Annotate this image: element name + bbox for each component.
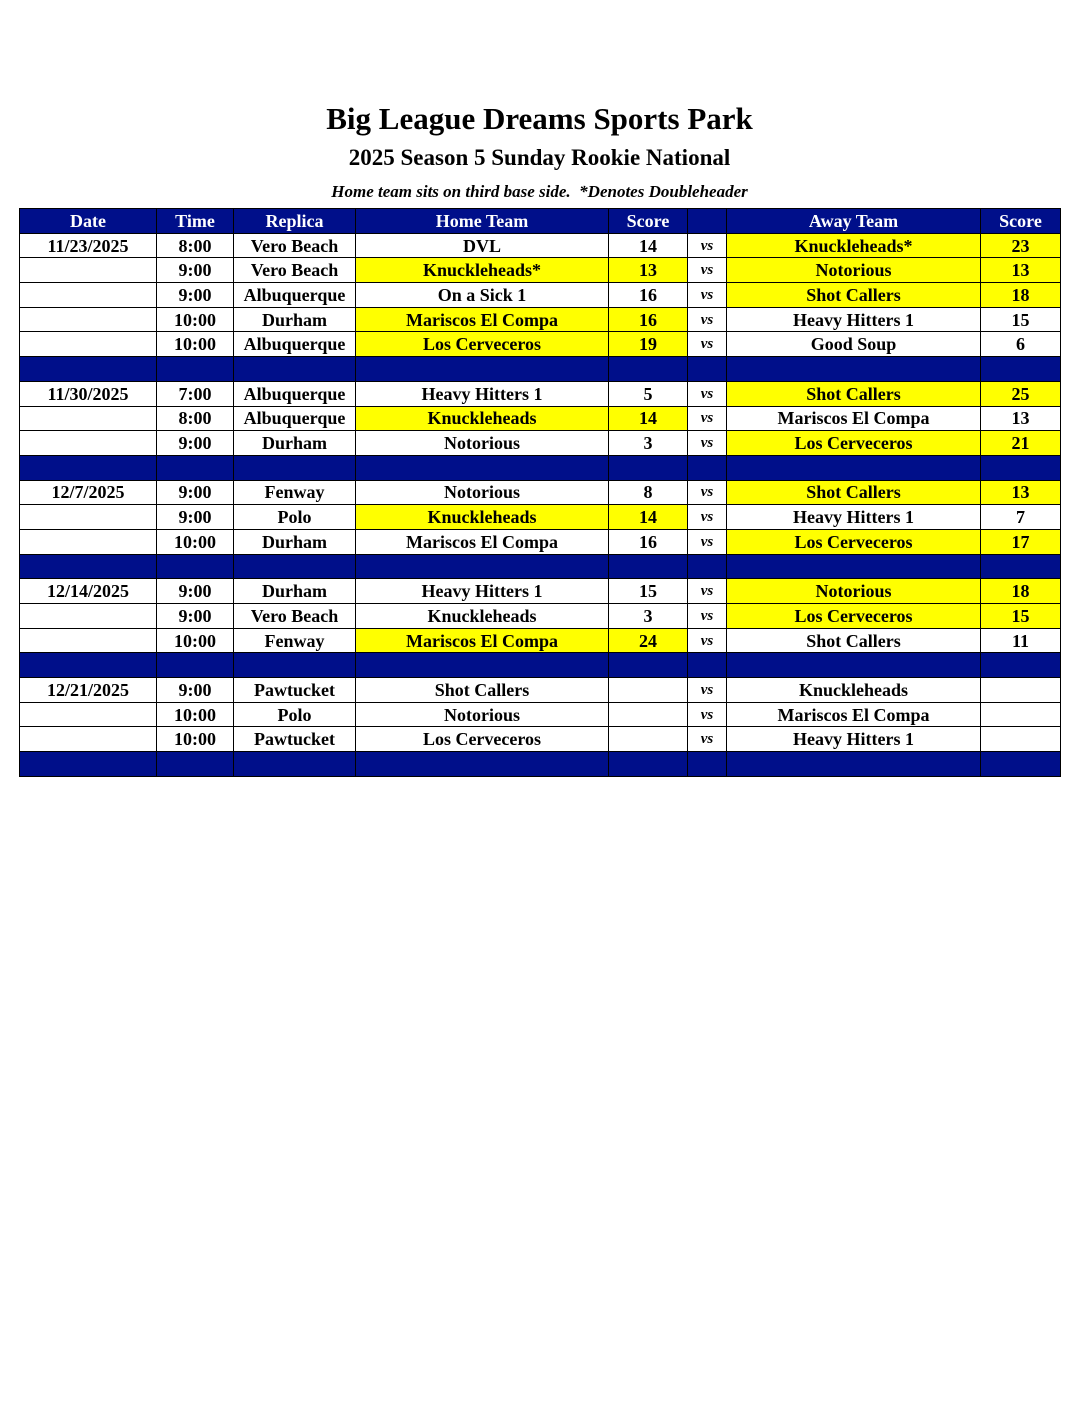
date-cell — [20, 431, 157, 456]
away-team-cell: Los Cerveceros — [727, 604, 981, 629]
time-cell: 10:00 — [157, 727, 234, 752]
spacer-cell — [609, 554, 688, 579]
col-header-home-score: Score — [609, 209, 688, 234]
date-cell: 11/30/2025 — [20, 381, 157, 406]
away-team-cell: Los Cerveceros — [727, 431, 981, 456]
spacer-cell — [157, 752, 234, 777]
game-row — [20, 381, 1061, 406]
game-row — [20, 431, 1061, 456]
spacer-cell — [20, 653, 157, 678]
date-cell — [20, 529, 157, 554]
replica-cell: Polo — [234, 702, 356, 727]
replica-cell: Pawtucket — [234, 727, 356, 752]
game-row — [20, 480, 1061, 505]
away-team-cell: Shot Callers — [727, 381, 981, 406]
spacer-row — [20, 752, 1061, 777]
home-score-cell: 14 — [609, 505, 688, 530]
spacer-cell — [688, 455, 727, 480]
home-team-cell: Mariscos El Compa — [356, 307, 609, 332]
spacer-row — [20, 455, 1061, 480]
col-header-away-team: Away Team — [727, 209, 981, 234]
time-cell: 8:00 — [157, 233, 234, 258]
spacer-cell — [157, 455, 234, 480]
col-header-home-team: Home Team — [356, 209, 609, 234]
spacer-cell — [727, 455, 981, 480]
away-team-cell: Mariscos El Compa — [727, 702, 981, 727]
away-score-cell: 11 — [981, 628, 1061, 653]
spacer-cell — [234, 455, 356, 480]
replica-cell: Durham — [234, 579, 356, 604]
home-team-cell: Mariscos El Compa — [356, 529, 609, 554]
game-row — [20, 233, 1061, 258]
away-score-cell: 13 — [981, 258, 1061, 283]
replica-cell: Vero Beach — [234, 258, 356, 283]
home-score-cell: 16 — [609, 307, 688, 332]
home-score-cell: 16 — [609, 529, 688, 554]
date-cell: 12/21/2025 — [20, 678, 157, 703]
home-score-cell: 19 — [609, 332, 688, 357]
schedule-note: Home team sits on third base side. *Denotes Doubleheader — [331, 182, 748, 201]
vs-cell: vs — [688, 283, 727, 308]
replica-cell: Albuquerque — [234, 283, 356, 308]
game-row — [20, 283, 1061, 308]
vs-cell: vs — [688, 628, 727, 653]
away-score-cell: 18 — [981, 579, 1061, 604]
replica-cell: Durham — [234, 529, 356, 554]
away-score-cell — [981, 702, 1061, 727]
replica-cell: Polo — [234, 505, 356, 530]
spacer-cell — [727, 752, 981, 777]
vs-cell: vs — [688, 727, 727, 752]
vs-cell: vs — [688, 307, 727, 332]
spacer-cell — [688, 554, 727, 579]
home-score-cell: 14 — [609, 406, 688, 431]
time-cell: 9:00 — [157, 604, 234, 629]
time-cell: 9:00 — [157, 431, 234, 456]
time-cell: 9:00 — [157, 283, 234, 308]
home-score-cell: 16 — [609, 283, 688, 308]
home-score-cell — [609, 702, 688, 727]
spacer-cell — [727, 653, 981, 678]
away-score-cell — [981, 727, 1061, 752]
spacer-cell — [727, 357, 981, 382]
spacer-cell — [356, 455, 609, 480]
time-cell: 7:00 — [157, 381, 234, 406]
away-score-cell: 13 — [981, 480, 1061, 505]
date-cell — [20, 604, 157, 629]
spacer-cell — [981, 554, 1061, 579]
spacer-cell — [356, 357, 609, 382]
away-team-cell: Notorious — [727, 258, 981, 283]
away-team-cell: Heavy Hitters 1 — [727, 727, 981, 752]
spacer-cell — [234, 554, 356, 579]
away-team-cell: Notorious — [727, 579, 981, 604]
spacer-cell — [688, 752, 727, 777]
time-cell: 10:00 — [157, 529, 234, 554]
replica-cell: Durham — [234, 307, 356, 332]
vs-cell: vs — [688, 678, 727, 703]
game-row — [20, 406, 1061, 431]
away-score-cell: 6 — [981, 332, 1061, 357]
game-row — [20, 702, 1061, 727]
home-team-cell: Mariscos El Compa — [356, 628, 609, 653]
spacer-cell — [157, 554, 234, 579]
time-cell: 9:00 — [157, 505, 234, 530]
vs-cell: vs — [688, 406, 727, 431]
away-score-cell: 15 — [981, 604, 1061, 629]
date-cell — [20, 505, 157, 530]
time-cell: 9:00 — [157, 258, 234, 283]
spacer-cell — [981, 357, 1061, 382]
spacer-cell — [20, 554, 157, 579]
away-score-cell: 15 — [981, 307, 1061, 332]
home-team-cell: Los Cerveceros — [356, 727, 609, 752]
vs-cell: vs — [688, 702, 727, 727]
home-team-cell: Los Cerveceros — [356, 332, 609, 357]
spacer-row — [20, 554, 1061, 579]
schedule-table — [19, 208, 1061, 777]
schedule-body — [20, 233, 1061, 776]
vs-cell: vs — [688, 480, 727, 505]
time-cell: 10:00 — [157, 628, 234, 653]
vs-cell: vs — [688, 258, 727, 283]
home-score-cell: 5 — [609, 381, 688, 406]
vs-cell: vs — [688, 529, 727, 554]
spacer-cell — [981, 455, 1061, 480]
spacer-cell — [234, 653, 356, 678]
home-team-cell: Knuckleheads — [356, 406, 609, 431]
date-cell: 11/23/2025 — [20, 233, 157, 258]
home-score-cell: 14 — [609, 233, 688, 258]
home-team-cell: On a Sick 1 — [356, 283, 609, 308]
date-cell — [20, 332, 157, 357]
time-cell: 10:00 — [157, 307, 234, 332]
home-score-cell: 8 — [609, 480, 688, 505]
time-cell: 10:00 — [157, 332, 234, 357]
home-team-cell: Knuckleheads* — [356, 258, 609, 283]
home-score-cell: 13 — [609, 258, 688, 283]
away-team-cell: Knuckleheads* — [727, 233, 981, 258]
away-score-cell: 18 — [981, 283, 1061, 308]
date-cell — [20, 727, 157, 752]
replica-cell: Albuquerque — [234, 406, 356, 431]
home-team-cell: Notorious — [356, 702, 609, 727]
away-team-cell: Shot Callers — [727, 480, 981, 505]
spacer-row — [20, 357, 1061, 382]
home-score-cell: 3 — [609, 431, 688, 456]
home-team-cell: Notorious — [356, 480, 609, 505]
spacer-cell — [688, 357, 727, 382]
spacer-cell — [688, 653, 727, 678]
replica-cell: Fenway — [234, 628, 356, 653]
replica-cell: Pawtucket — [234, 678, 356, 703]
col-header-replica: Replica — [234, 209, 356, 234]
away-team-cell: Shot Callers — [727, 628, 981, 653]
replica-cell: Durham — [234, 431, 356, 456]
home-score-cell — [609, 678, 688, 703]
vs-cell: vs — [688, 579, 727, 604]
time-cell: 9:00 — [157, 579, 234, 604]
vs-cell: vs — [688, 431, 727, 456]
replica-cell: Vero Beach — [234, 604, 356, 629]
vs-cell: vs — [688, 604, 727, 629]
spacer-cell — [234, 752, 356, 777]
spacer-cell — [20, 357, 157, 382]
time-cell: 10:00 — [157, 702, 234, 727]
home-team-cell: DVL — [356, 233, 609, 258]
spacer-cell — [609, 752, 688, 777]
game-row — [20, 505, 1061, 530]
spacer-cell — [356, 554, 609, 579]
spacer-cell — [234, 357, 356, 382]
away-team-cell: Mariscos El Compa — [727, 406, 981, 431]
time-cell: 9:00 — [157, 678, 234, 703]
game-row — [20, 678, 1061, 703]
home-score-cell: 15 — [609, 579, 688, 604]
spacer-cell — [157, 653, 234, 678]
home-team-cell: Notorious — [356, 431, 609, 456]
game-row — [20, 727, 1061, 752]
away-team-cell: Los Cerveceros — [727, 529, 981, 554]
home-team-cell: Knuckleheads — [356, 604, 609, 629]
date-cell — [20, 283, 157, 308]
away-team-cell: Heavy Hitters 1 — [727, 307, 981, 332]
date-cell — [20, 307, 157, 332]
date-cell — [20, 628, 157, 653]
vs-cell: vs — [688, 505, 727, 530]
away-score-cell: 7 — [981, 505, 1061, 530]
game-row — [20, 529, 1061, 554]
time-cell: 9:00 — [157, 480, 234, 505]
away-score-cell: 25 — [981, 381, 1061, 406]
away-score-cell — [981, 678, 1061, 703]
away-team-cell: Heavy Hitters 1 — [727, 505, 981, 530]
game-row — [20, 258, 1061, 283]
vs-cell: vs — [688, 233, 727, 258]
replica-cell: Albuquerque — [234, 381, 356, 406]
date-cell — [20, 702, 157, 727]
page-subtitle: 2025 Season 5 Sunday Rookie National — [348, 145, 731, 170]
header-row — [20, 209, 1061, 234]
spacer-cell — [157, 357, 234, 382]
game-row — [20, 579, 1061, 604]
game-row — [20, 604, 1061, 629]
col-header-time: Time — [157, 209, 234, 234]
spacer-cell — [20, 752, 157, 777]
away-score-cell: 17 — [981, 529, 1061, 554]
away-team-cell: Shot Callers — [727, 283, 981, 308]
game-row — [20, 628, 1061, 653]
vs-cell: vs — [688, 381, 727, 406]
date-cell: 12/7/2025 — [20, 480, 157, 505]
date-cell: 12/14/2025 — [20, 579, 157, 604]
away-team-cell: Good Soup — [727, 332, 981, 357]
spacer-cell — [727, 554, 981, 579]
home-team-cell: Knuckleheads — [356, 505, 609, 530]
spacer-cell — [609, 455, 688, 480]
home-score-cell: 3 — [609, 604, 688, 629]
game-row — [20, 307, 1061, 332]
away-score-cell: 23 — [981, 233, 1061, 258]
spacer-cell — [609, 653, 688, 678]
replica-cell: Albuquerque — [234, 332, 356, 357]
replica-cell: Vero Beach — [234, 233, 356, 258]
home-team-cell: Heavy Hitters 1 — [356, 381, 609, 406]
home-team-cell: Shot Callers — [356, 678, 609, 703]
game-row — [20, 332, 1061, 357]
col-header-date: Date — [20, 209, 157, 234]
col-header-vs — [688, 209, 727, 234]
spacer-cell — [981, 752, 1061, 777]
date-cell — [20, 406, 157, 431]
spacer-cell — [981, 653, 1061, 678]
away-score-cell: 13 — [981, 406, 1061, 431]
vs-cell: vs — [688, 332, 727, 357]
home-score-cell: 24 — [609, 628, 688, 653]
spacer-row — [20, 653, 1061, 678]
time-cell: 8:00 — [157, 406, 234, 431]
away-score-cell: 21 — [981, 431, 1061, 456]
replica-cell: Fenway — [234, 480, 356, 505]
date-cell — [20, 258, 157, 283]
col-header-away-score: Score — [981, 209, 1061, 234]
home-score-cell — [609, 727, 688, 752]
home-team-cell: Heavy Hitters 1 — [356, 579, 609, 604]
page-title: Big League Dreams Sports Park — [326, 101, 753, 136]
spacer-cell — [356, 653, 609, 678]
away-team-cell: Knuckleheads — [727, 678, 981, 703]
spacer-cell — [609, 357, 688, 382]
spacer-cell — [356, 752, 609, 777]
spacer-cell — [20, 455, 157, 480]
